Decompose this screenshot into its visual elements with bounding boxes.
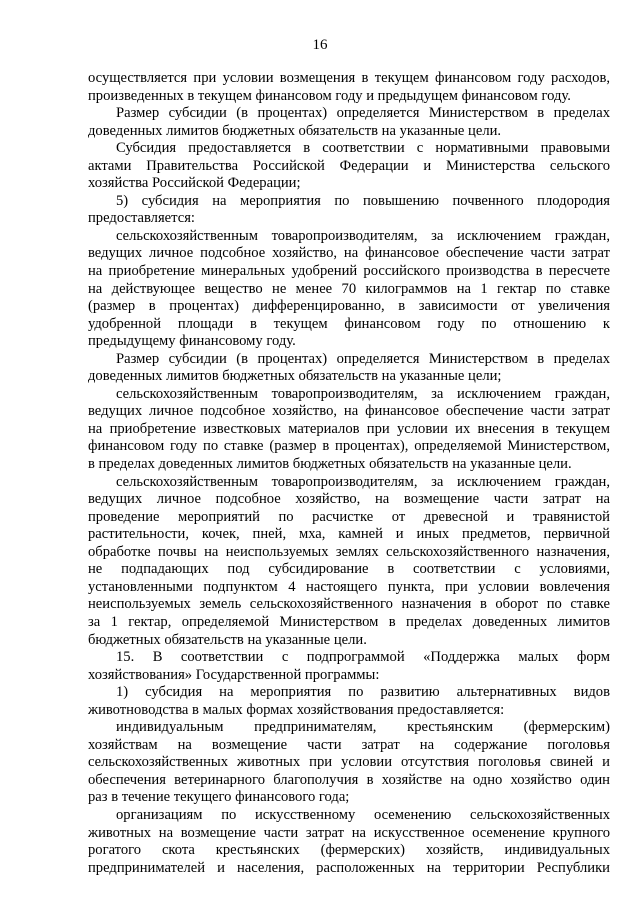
paragraph-7-line-4: финансовом году по ставке (размер в процентах), определяемой Министерством, xyxy=(88,438,610,455)
paragraph-5-line-1: сельскохозяйственным товаропроизводителям, за исключением граждан, xyxy=(116,227,610,244)
paragraph-8-line-1: сельскохозяйственным товаропроизводителям, за исключением граждан, xyxy=(116,473,610,490)
paragraph-12-line-4: предпринимателей и населения, расположенных на территории Республики xyxy=(88,859,610,876)
paragraph-7-line-2: ведущих личное подсобное хозяйство, на финансовое обеспечение части затрат xyxy=(88,403,610,420)
paragraph-10-line-1: 1) субсидия на мероприятия по развитию альтернативных видов xyxy=(116,684,610,701)
paragraph-4-line-2: предоставляется: xyxy=(88,210,195,227)
paragraph-11-line-3: сельскохозяйственных животных при условии отсутствия поголовья свиней и xyxy=(88,754,610,771)
paragraph-2-line-2: доведенных лимитов бюджетных обязательств на указанные цели. xyxy=(88,122,502,139)
paragraph-8-line-8: неиспользуемых земель сельскохозяйственного назначения в оборот по ставке xyxy=(88,596,610,613)
paragraph-5-line-4: на действующее вещество не менее 70 килограммов на 1 гектар по ставке xyxy=(88,280,610,297)
paragraph-12-line-2: животных на возмещение части затрат на искусственное осеменение крупного xyxy=(88,824,610,841)
paragraph-6-line-2: доведенных лимитов бюджетных обязательств на указанные цели; xyxy=(88,368,502,385)
paragraph-9-line-1: 15. В соответствии с подпрограммой «Поддержка малых форм xyxy=(116,649,610,666)
paragraph-3-line-3: хозяйства Российской Федерации; xyxy=(88,175,301,192)
paragraph-8-line-7: установленными подпунктом 4 настоящего пункта, при условии вовлечения xyxy=(88,578,610,595)
paragraph-5-line-2: ведущих личное подсобное хозяйство, на финансовое обеспечение части затрат xyxy=(88,245,610,262)
paragraph-6-line-1: Размер субсидии (в процентах) определяется Министерством в пределах xyxy=(116,350,610,367)
document-body xyxy=(88,70,610,877)
paragraph-4-line-1: 5) субсидия на мероприятия по повышению почвенного плодородия xyxy=(116,192,610,209)
paragraph-8-line-6: не подпадающих под субсидирование в соответствии с условиями, xyxy=(88,561,610,578)
paragraph-5-line-3: на приобретение минеральных удобрений российского производства в пересчете xyxy=(88,263,610,280)
paragraph-12-line-1: организациям по искусственному осеменению сельскохозяйственных xyxy=(116,806,610,823)
page-number: 16 xyxy=(312,37,328,53)
paragraph-7-line-3: на приобретение известковых материалов при условии их внесения в текущем xyxy=(88,420,610,437)
paragraph-9-line-2: хозяйствования» Государственной программы: xyxy=(88,666,380,683)
paragraph-3-line-2: актами Правительства Российской Федерации и Министерства сельского xyxy=(88,157,610,174)
paragraph-11-line-1: индивидуальным предпринимателям, крестьянским (фермерским) xyxy=(116,719,610,736)
paragraph-5-line-7: предыдущему финансовому году. xyxy=(88,333,296,350)
paragraph-11-line-2: хозяйствам на возмещение части затрат на содержание поголовья xyxy=(88,736,610,753)
paragraph-10-line-2: животноводства в малых формах хозяйствования предоставляется: xyxy=(88,701,505,718)
paragraph-1-line-2: произведенных в текущем финансовом году и предыдущем финансовом году. xyxy=(88,87,571,104)
paragraph-8-line-10: бюджетных обязательств на указанные цели. xyxy=(88,631,367,648)
paragraph-2-line-1: Размер субсидии (в процентах) определяется Министерством в пределах xyxy=(116,105,610,122)
paragraph-8-line-3: проведение мероприятий по расчистке от древесной и травянистой xyxy=(88,508,610,525)
paragraph-8-line-2: ведущих личное подсобное хозяйство, на возмещение части затрат на xyxy=(88,491,610,508)
paragraph-11-line-5: раз в течение текущего финансового года; xyxy=(88,789,350,806)
paragraph-8-line-4: растительности, кочек, пней, мха, камней и иных предметов, первичной xyxy=(88,526,610,543)
paragraph-1-line-1: осуществляется при условии возмещения в текущем финансовом году расходов, xyxy=(88,70,610,86)
paragraph-12-line-3: рогатого скота крестьянских (фермерских) хозяйств, индивидуальных xyxy=(88,842,610,859)
paragraph-11-line-4: обеспечения ветеринарного благополучия в хозяйстве на одно хозяйство один xyxy=(88,771,610,788)
paragraph-8-line-5: обработке почвы на неиспользуемых землях сельскохозяйственного назначения, xyxy=(88,543,610,560)
paragraph-7-line-5: в пределах доведенных лимитов бюджетных обязательств на указанные цели. xyxy=(88,456,572,473)
paragraph-3-line-1: Субсидия предоставляется в соответствии с нормативными правовыми xyxy=(116,140,610,157)
paragraph-5-line-5: (размер в процентах) дифференцированно, в зависимости от увеличения xyxy=(88,298,610,315)
paragraph-7-line-1: сельскохозяйственным товаропроизводителям, за исключением граждан, xyxy=(116,385,610,402)
paragraph-5-line-6: удобренной площади в текущем финансовом году по отношению к xyxy=(88,315,610,332)
paragraph-8-line-9: за 1 гектар, определяемой Министерством в пределах доведенных лимитов xyxy=(88,613,610,630)
